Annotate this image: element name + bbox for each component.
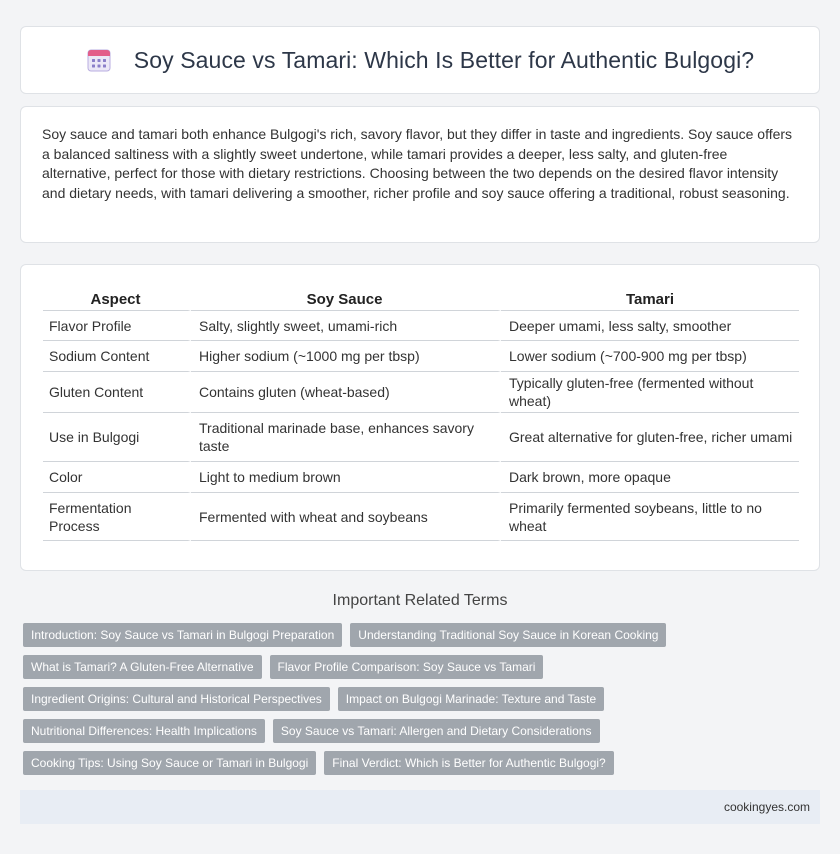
tag-row xyxy=(23,719,823,751)
related-term-tag[interactable]: Introduction: Soy Sauce vs Tamari in Bulgogi Preparation xyxy=(23,623,342,647)
table-cell-tamari: Dark brown, more opaque xyxy=(501,462,799,493)
related-term-tag[interactable]: Understanding Traditional Soy Sauce in Korean Cooking xyxy=(350,623,666,647)
related-term-tag[interactable]: Final Verdict: Which is Better for Authentic Bulgogi? xyxy=(324,751,613,775)
table-cell-aspect: Flavor Profile xyxy=(43,311,191,341)
comparison-table xyxy=(43,287,799,541)
related-term-tag[interactable]: Soy Sauce vs Tamari: Allergen and Dietary Considerations xyxy=(273,719,600,743)
table-cell-soy-sauce: Traditional marinade base, enhances savory taste xyxy=(191,413,501,462)
column-header-soy-sauce: Soy Sauce xyxy=(191,287,501,311)
related-term-tag[interactable]: Cooking Tips: Using Soy Sauce or Tamari in Bulgogi xyxy=(23,751,316,775)
table-cell-tamari: Deeper umami, less salty, smoother xyxy=(501,311,799,341)
table-cell-aspect: Sodium Content xyxy=(43,341,191,372)
table-cell-aspect: Gluten Content xyxy=(43,372,191,413)
related-terms-title: Important Related Terms xyxy=(332,592,508,609)
table-header-row xyxy=(43,287,799,311)
tag-row xyxy=(23,687,823,719)
related-term-tag[interactable]: Impact on Bulgogi Marinade: Texture and Taste xyxy=(338,687,604,711)
table-cell-soy-sauce: Higher sodium (~1000 mg per tbsp) xyxy=(191,341,501,372)
table-row xyxy=(43,372,799,413)
footer-site-link[interactable]: cookingyes.com xyxy=(723,800,810,814)
intro-card xyxy=(20,106,820,243)
table-cell-tamari: Great alternative for gluten-free, richer umami xyxy=(501,413,799,462)
table-cell-aspect: Fermentation Process xyxy=(43,493,191,541)
footer xyxy=(20,790,820,824)
table-cell-tamari: Typically gluten-free (fermented without wheat) xyxy=(501,372,799,413)
intro-paragraph: Soy sauce and tamari both enhance Bulgogi's rich, savory flavor, but they differ in taste and ingredients. Soy sauce offers a balanced saltiness with a slightly sweet undertone, while tamari provides a deeper, less salty, and gluten-free alternative, perfect for those with dietary restrictions. Choosing between the two depends on the desired flavor intensity and dietary needs, with tamari delivering a smoother, richer profile and soy sauce offering a traditional, robust seasoning. xyxy=(42,126,793,201)
table-cell-soy-sauce: Fermented with wheat and soybeans xyxy=(191,493,501,541)
tag-row xyxy=(23,655,823,687)
page-title: Soy Sauce vs Tamari: Which Is Better for Authentic Bulgogi? xyxy=(133,46,755,73)
tag-row xyxy=(23,751,823,783)
related-term-tag[interactable]: What is Tamari? A Gluten-Free Alternative xyxy=(23,655,262,679)
table-row xyxy=(43,341,799,372)
related-term-tag[interactable]: Ingredient Origins: Cultural and Historical Perspectives xyxy=(23,687,330,711)
column-header-aspect: Aspect xyxy=(43,287,191,311)
table-row xyxy=(43,462,799,493)
table-row xyxy=(43,311,799,341)
related-term-tag[interactable]: Flavor Profile Comparison: Soy Sauce vs Tamari xyxy=(270,655,544,679)
header-card xyxy=(20,26,820,94)
comparison-table-card xyxy=(20,264,820,571)
table-cell-soy-sauce: Light to medium brown xyxy=(191,462,501,493)
table-cell-tamari: Lower sodium (~700-900 mg per tbsp) xyxy=(501,341,799,372)
table-cell-soy-sauce: Salty, slightly sweet, umami-rich xyxy=(191,311,501,341)
table-cell-soy-sauce: Contains gluten (wheat-based) xyxy=(191,372,501,413)
table-cell-aspect: Color xyxy=(43,462,191,493)
related-term-tag[interactable]: Nutritional Differences: Health Implications xyxy=(23,719,265,743)
column-header-tamari: Tamari xyxy=(501,287,799,311)
table-cell-aspect: Use in Bulgogi xyxy=(43,413,191,462)
related-terms-tags xyxy=(23,623,823,783)
table-row xyxy=(43,493,799,541)
tag-row xyxy=(23,623,823,655)
calendar-icon xyxy=(86,47,112,73)
table-row xyxy=(43,413,799,462)
table-cell-tamari: Primarily fermented soybeans, little to no wheat xyxy=(501,493,799,541)
